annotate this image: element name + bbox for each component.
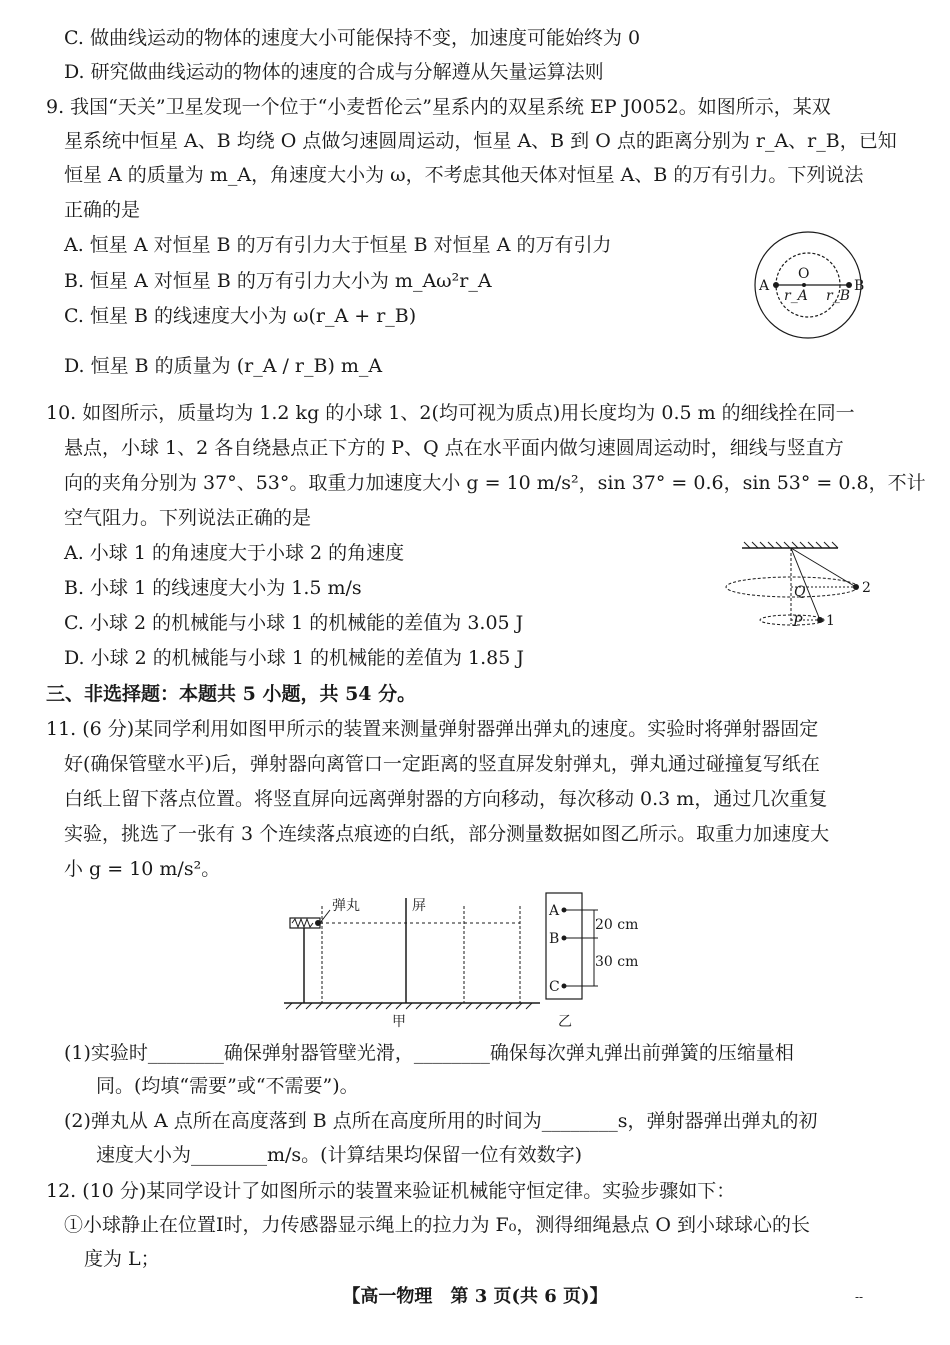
center-o xyxy=(802,283,806,287)
label-yi: 乙 xyxy=(558,1014,572,1030)
question-9-stem: 恒星 A 的质量为 m_A，角速度大小为 ω，不考虑其他天体对恒星 A、B 的万有引力。下列说法 xyxy=(64,164,864,186)
label-screen: 屏 xyxy=(412,898,426,914)
question-11-part-1: 同。(均填“需要”或“不需要”)。 xyxy=(96,1075,359,1097)
label-mark-c: C xyxy=(549,979,560,995)
question-12-step-1: ①小球静止在位置Ⅰ时，力传感器显示绳上的拉力为 F₀，测得细绳悬点 O 到小球球心的长 xyxy=(64,1214,811,1236)
section-title: 三、非选择题：本题共 5 小题，共 54 分。 xyxy=(46,683,417,705)
question-11-stem: 11. (6 分)某同学利用如图甲所示的装置来测量弹射器弹出弹丸的速度。实验时将弹射器固定 xyxy=(46,718,819,740)
label-o: O xyxy=(798,266,810,282)
question-10-stem: 悬点，小球 1、2 各自绕悬点正下方的 P、Q 点在水平面内做匀速圆周运动时，细线与竖直方 xyxy=(64,437,844,459)
figure-binary-star xyxy=(748,228,872,344)
question-12-step-1: 度为 L； xyxy=(84,1248,160,1270)
ground-hatch xyxy=(286,1003,532,1009)
question-11-stem: 白纸上留下落点位置。将竖直屏向远离弹射器的方向移动，每次移动 0.3 m，通过几次重复 xyxy=(64,788,828,810)
star-a xyxy=(773,282,779,288)
question-10-option-a: A. 小球 1 的角速度大于小球 2 的角速度 xyxy=(64,542,405,564)
question-10-stem: 10. 如图所示，质量均为 1.2 kg 的小球 1、2(均可视为质点)用长度均为 0.5 m 的细线拴在同一 xyxy=(46,402,855,424)
question-10-option-d: D. 小球 2 的机械能与小球 1 的机械能的差值为 1.85 J xyxy=(64,647,524,669)
label-a: A xyxy=(759,278,770,294)
label-rb: r_B xyxy=(826,288,850,304)
question-9-stem: 正确的是 xyxy=(64,199,141,221)
question-9-option-d: D. 恒星 B 的质量为 (r_A / r_B) m_A xyxy=(64,355,383,377)
label-ball-2: 2 xyxy=(862,580,871,596)
label-mark-b: B xyxy=(549,931,560,947)
label-b: B xyxy=(854,278,865,294)
ball-1 xyxy=(817,617,823,623)
question-10-option-c: C. 小球 2 的机械能与小球 1 的机械能的差值为 3.05 J xyxy=(64,612,524,634)
label-bullet: 弹丸 xyxy=(332,898,360,914)
question-11-part-2: 速度大小为________m/s。(计算结果均保留一位有效数字) xyxy=(96,1144,582,1166)
question-12-stem: 12. (10 分)某同学设计了如图所示的装置来验证机械能守恒定律。实验步骤如下： xyxy=(46,1180,736,1202)
option-text: D. 研究做曲线运动的物体的速度的合成与分解遵从矢量运算法则 xyxy=(64,61,604,83)
corner-mark: -- xyxy=(855,1290,864,1304)
question-9-stem: 星系统中恒星 A、B 均绕 O 点做匀速圆周运动，恒星 A、B 到 O 点的距离分别为 r_A、r_B，已知 xyxy=(64,130,897,152)
ball-2 xyxy=(853,584,859,590)
question-11-stem: 小 g = 10 m/s²。 xyxy=(64,858,221,880)
option-text: C. 做曲线运动的物体的速度大小可能保持不变，加速度可能始终为 0 xyxy=(64,27,641,49)
label-p: P xyxy=(793,614,803,630)
label-jia: 甲 xyxy=(392,1014,406,1030)
question-10-option-b: B. 小球 1 的线速度大小为 1.5 m/s xyxy=(64,577,362,599)
question-10-stem: 向的夹角分别为 37°、53°。取重力加速度大小 g = 10 m/s²，sin 37° = 0.6，sin 53° = 0.8，不计 xyxy=(64,472,926,494)
label-mark-a: A xyxy=(549,903,560,919)
question-9-stem: 9. 我国“天关”卫星发现一个位于“小麦哲伦云”星系内的双星系统 EP J0052。如图所示，某双 xyxy=(46,96,831,118)
label-distance-bc: 30 cm xyxy=(595,954,639,970)
string-2 xyxy=(791,548,856,587)
question-9-option-b: B. 恒星 A 对恒星 B 的万有引力大小为 m_Aω²r_A xyxy=(64,270,492,292)
page-footer: 【高一物理 第 3 页(共 6 页)】 xyxy=(342,1286,608,1307)
label-q: Q xyxy=(794,584,806,600)
figure-conical-pendulum xyxy=(722,538,882,638)
label-distance-ab: 20 cm xyxy=(595,917,639,933)
question-11-part-2: (2)弹丸从 A 点所在高度落到 B 点所在高度所用的时间为________s，弹射器弹出弹丸的初 xyxy=(64,1110,818,1132)
question-9-option-a: A. 恒星 A 对恒星 B 的万有引力大于恒星 B 对恒星 A 的万有引力 xyxy=(64,234,612,256)
question-11-stem: 实验，挑选了一张有 3 个连续落点痕迹的白纸，部分测量数据如图乙所示。取重力加速度大 xyxy=(64,823,830,845)
question-9-option-c: C. 恒星 B 的线速度大小为 ω(r_A + r_B) xyxy=(64,305,417,327)
ceiling-hatch xyxy=(744,542,838,548)
question-11-stem: 好(确保管壁水平)后，弹射器向离管口一定距离的竖直屏发射弹丸，弹丸通过碰撞复写纸在 xyxy=(64,753,820,775)
figure-launcher xyxy=(280,888,650,1038)
question-11-part-1: (1)实验时________确保弹射器管壁光滑，________确保每次弹丸弹出前弹簧的压缩量相 xyxy=(64,1042,794,1064)
question-10-stem: 空气阻力。下列说法正确的是 xyxy=(64,507,312,529)
label-ra: r_A xyxy=(784,288,808,304)
label-ball-1: 1 xyxy=(826,613,835,629)
